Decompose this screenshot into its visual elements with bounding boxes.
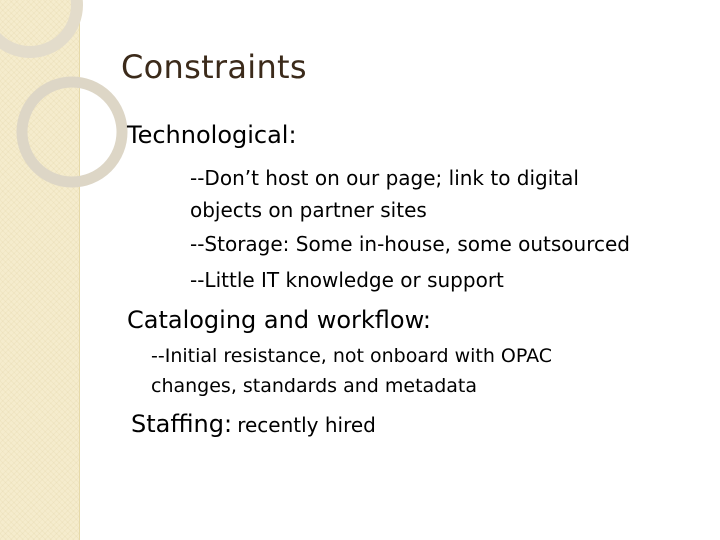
technological-line-1: --Don’t host on our page; link to digital bbox=[190, 166, 579, 190]
cataloging-line-1: --Initial resistance, not onboard with OPAC bbox=[151, 345, 553, 367]
cataloging-line-2: changes, standards and metadata bbox=[151, 375, 477, 397]
cataloging-heading: Cataloging and workflow: bbox=[127, 306, 431, 334]
staffing-heading: Staffing: bbox=[131, 410, 233, 438]
technological-line-3: --Storage: Some in-house, some outsourced bbox=[190, 232, 630, 256]
staffing-detail: recently hired bbox=[237, 413, 376, 437]
staffing-line bbox=[131, 410, 376, 438]
technological-line-4: --Little IT knowledge or support bbox=[190, 268, 504, 292]
technological-heading: Technological: bbox=[127, 121, 297, 149]
slide-title: Constraints bbox=[121, 48, 307, 86]
technological-line-2: objects on partner sites bbox=[190, 198, 427, 222]
